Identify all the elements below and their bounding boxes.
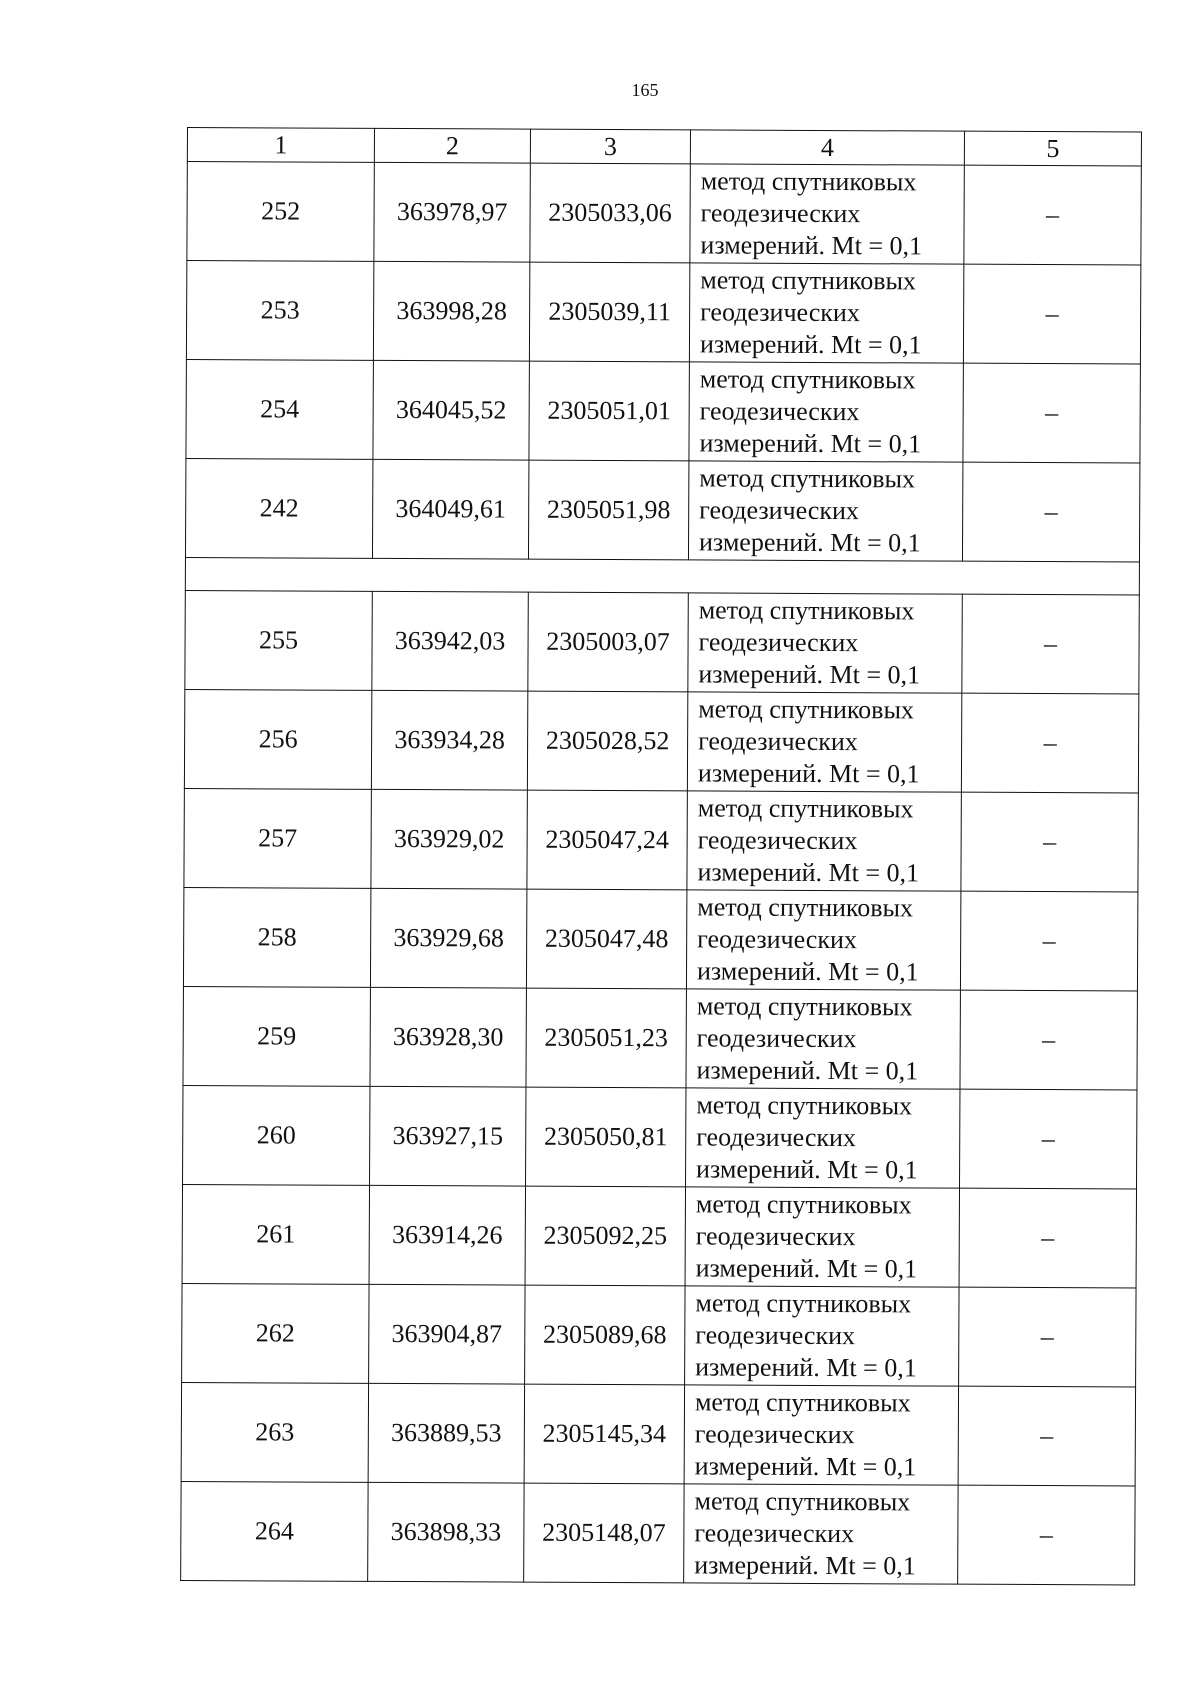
coordinates-table xyxy=(180,127,1142,1585)
method-line: метод спутниковых xyxy=(700,166,917,197)
y-coordinate-cell: 2305050,81 xyxy=(526,1087,686,1187)
method-line: метод спутниковых xyxy=(699,463,916,494)
table-row xyxy=(184,788,1138,891)
x-coordinate-cell: 363904,87 xyxy=(369,1284,525,1384)
table-row xyxy=(181,1481,1135,1584)
method-line: метод спутниковых xyxy=(695,1288,912,1319)
method-line: геодезических xyxy=(700,297,860,328)
point-number-cell: 253 xyxy=(186,261,373,361)
y-coordinate-cell: 2305148,07 xyxy=(524,1483,684,1583)
y-coordinate-cell: 2305028,52 xyxy=(527,691,687,791)
point-number-cell: 259 xyxy=(183,986,370,1086)
note-cell: – xyxy=(963,264,1140,364)
method-line: геодезических xyxy=(698,726,858,757)
method-cell xyxy=(688,461,962,561)
method-line: измерений. Mt = 0,1 xyxy=(698,659,921,690)
table-row xyxy=(182,1184,1136,1287)
point-number-cell: 257 xyxy=(184,788,371,888)
x-coordinate-cell: 363942,03 xyxy=(372,591,528,691)
note-cell: – xyxy=(958,1485,1135,1585)
point-number-cell: 261 xyxy=(182,1184,369,1284)
table-row xyxy=(184,689,1138,792)
table-row xyxy=(186,359,1140,462)
method-line: измерений. Mt = 0,1 xyxy=(695,1352,917,1383)
table-row xyxy=(182,1283,1136,1386)
x-coordinate-cell: 363898,33 xyxy=(368,1482,524,1582)
point-number-cell: 262 xyxy=(182,1283,369,1383)
method-line: метод спутниковых xyxy=(700,265,917,296)
point-number-cell: 263 xyxy=(181,1382,368,1482)
method-line: геодезических xyxy=(695,1221,856,1252)
note-cell: – xyxy=(962,594,1139,694)
method-cell xyxy=(686,1088,960,1188)
y-coordinate-cell: 2305145,34 xyxy=(524,1384,684,1484)
point-number-cell: 264 xyxy=(181,1481,368,1581)
note-cell: – xyxy=(963,363,1140,463)
x-coordinate-cell: 363929,02 xyxy=(371,789,527,889)
point-number-cell: 260 xyxy=(183,1085,370,1185)
method-line: метод спутниковых xyxy=(698,595,915,626)
y-coordinate-cell: 2305051,98 xyxy=(528,460,688,560)
table-row xyxy=(185,590,1139,693)
table-row xyxy=(183,986,1137,1089)
table-row xyxy=(187,162,1141,265)
y-coordinate-cell: 2305039,11 xyxy=(529,262,689,362)
table-row xyxy=(183,887,1137,990)
method-line: геодезических xyxy=(699,396,860,427)
y-coordinate-cell: 2305003,07 xyxy=(528,592,688,692)
point-number-cell: 252 xyxy=(187,162,374,262)
group-separator-row xyxy=(185,557,1139,594)
column-header: 4 xyxy=(690,130,964,165)
method-line: метод спутниковых xyxy=(696,991,913,1022)
method-cell xyxy=(687,692,961,792)
method-cell xyxy=(688,593,962,693)
note-cell: – xyxy=(964,165,1141,265)
method-line: метод спутниковых xyxy=(695,1189,912,1220)
table-row xyxy=(183,1085,1137,1188)
note-cell: – xyxy=(961,693,1138,793)
method-line: метод спутниковых xyxy=(694,1387,911,1418)
column-header: 3 xyxy=(530,129,690,164)
method-cell xyxy=(689,263,963,363)
method-line: измерений. Mt = 0,1 xyxy=(696,1055,919,1086)
y-coordinate-cell: 2305089,68 xyxy=(525,1285,685,1385)
method-line: геодезических xyxy=(699,495,860,526)
method-cell xyxy=(686,890,960,990)
method-line: метод спутниковых xyxy=(697,892,914,923)
method-line: измерений. Mt = 0,1 xyxy=(698,527,921,558)
table-row xyxy=(181,1382,1135,1485)
method-line: измерений. Mt = 0,1 xyxy=(699,428,922,459)
y-coordinate-cell: 2305047,24 xyxy=(527,790,687,890)
page-number: 165 xyxy=(631,80,659,100)
y-coordinate-cell: 2305033,06 xyxy=(530,163,690,263)
point-number-cell: 258 xyxy=(183,887,370,987)
method-line: измерений. Mt = 0,1 xyxy=(695,1253,918,1284)
y-coordinate-cell: 2305051,01 xyxy=(529,361,689,461)
method-line: геодезических xyxy=(694,1419,855,1450)
method-cell xyxy=(687,791,961,891)
table-row xyxy=(185,458,1139,561)
method-line: геодезических xyxy=(697,825,858,856)
point-number-cell: 255 xyxy=(185,590,372,690)
point-number-cell: 256 xyxy=(184,689,371,789)
method-line: измерений. Mt = 0,1 xyxy=(694,1451,917,1482)
method-cell xyxy=(690,164,964,264)
method-line: геодезических xyxy=(695,1320,856,1351)
table-body xyxy=(181,162,1142,1585)
point-number-cell: 242 xyxy=(185,458,372,558)
method-line: измерений. Mt = 0,1 xyxy=(699,329,922,360)
method-cell xyxy=(684,1484,958,1584)
column-header: 5 xyxy=(964,131,1141,166)
method-cell xyxy=(684,1385,958,1485)
x-coordinate-cell: 364049,61 xyxy=(372,459,528,559)
point-number-cell: 254 xyxy=(186,359,373,459)
x-coordinate-cell: 364045,52 xyxy=(373,360,529,460)
note-cell: – xyxy=(959,1188,1136,1288)
y-coordinate-cell: 2305051,23 xyxy=(526,988,686,1088)
x-coordinate-cell: 363998,28 xyxy=(373,261,529,361)
method-line: измерений. Mt = 0,1 xyxy=(697,857,920,888)
method-line: геодезических xyxy=(697,924,857,955)
note-cell: – xyxy=(960,990,1137,1090)
note-cell: – xyxy=(960,1089,1137,1189)
method-line: измерений. Mt = 0,1 xyxy=(700,230,923,261)
method-line: геодезических xyxy=(700,198,861,229)
column-header: 2 xyxy=(374,128,530,163)
method-line: метод спутниковых xyxy=(699,364,916,395)
method-line: геодезических xyxy=(698,627,859,658)
table-header-row xyxy=(187,128,1141,166)
method-line: геодезических xyxy=(696,1122,857,1153)
x-coordinate-cell: 363928,30 xyxy=(370,987,526,1087)
note-cell: – xyxy=(959,1287,1136,1387)
method-cell xyxy=(689,362,963,462)
method-line: геодезических xyxy=(694,1518,855,1549)
y-coordinate-cell: 2305092,25 xyxy=(525,1186,685,1286)
method-cell xyxy=(686,989,960,1089)
column-header: 1 xyxy=(187,128,374,163)
y-coordinate-cell: 2305047,48 xyxy=(526,889,686,989)
note-cell: – xyxy=(960,891,1137,991)
method-line: метод спутниковых xyxy=(694,1486,911,1517)
table-row xyxy=(186,261,1140,364)
x-coordinate-cell: 363889,53 xyxy=(368,1383,524,1483)
method-line: измерений. Mt = 0,1 xyxy=(694,1550,916,1581)
method-line: метод спутниковых xyxy=(696,1090,913,1121)
x-coordinate-cell: 363929,68 xyxy=(370,888,526,988)
note-cell: – xyxy=(961,792,1138,892)
method-line: измерений. Mt = 0,1 xyxy=(696,956,919,987)
x-coordinate-cell: 363927,15 xyxy=(370,1086,526,1186)
method-line: измерений. Mt = 0,1 xyxy=(696,1154,918,1185)
method-line: метод спутниковых xyxy=(698,694,915,725)
note-cell: – xyxy=(958,1386,1135,1486)
method-line: измерений. Mt = 0,1 xyxy=(697,758,920,789)
method-cell xyxy=(685,1286,959,1386)
x-coordinate-cell: 363914,26 xyxy=(369,1185,525,1285)
method-cell xyxy=(685,1187,959,1287)
method-line: метод спутниковых xyxy=(697,793,914,824)
x-coordinate-cell: 363934,28 xyxy=(371,690,527,790)
x-coordinate-cell: 363978,97 xyxy=(374,162,530,262)
method-line: геодезических xyxy=(696,1023,857,1054)
group-separator-cell xyxy=(185,557,1139,594)
note-cell: – xyxy=(962,462,1139,562)
